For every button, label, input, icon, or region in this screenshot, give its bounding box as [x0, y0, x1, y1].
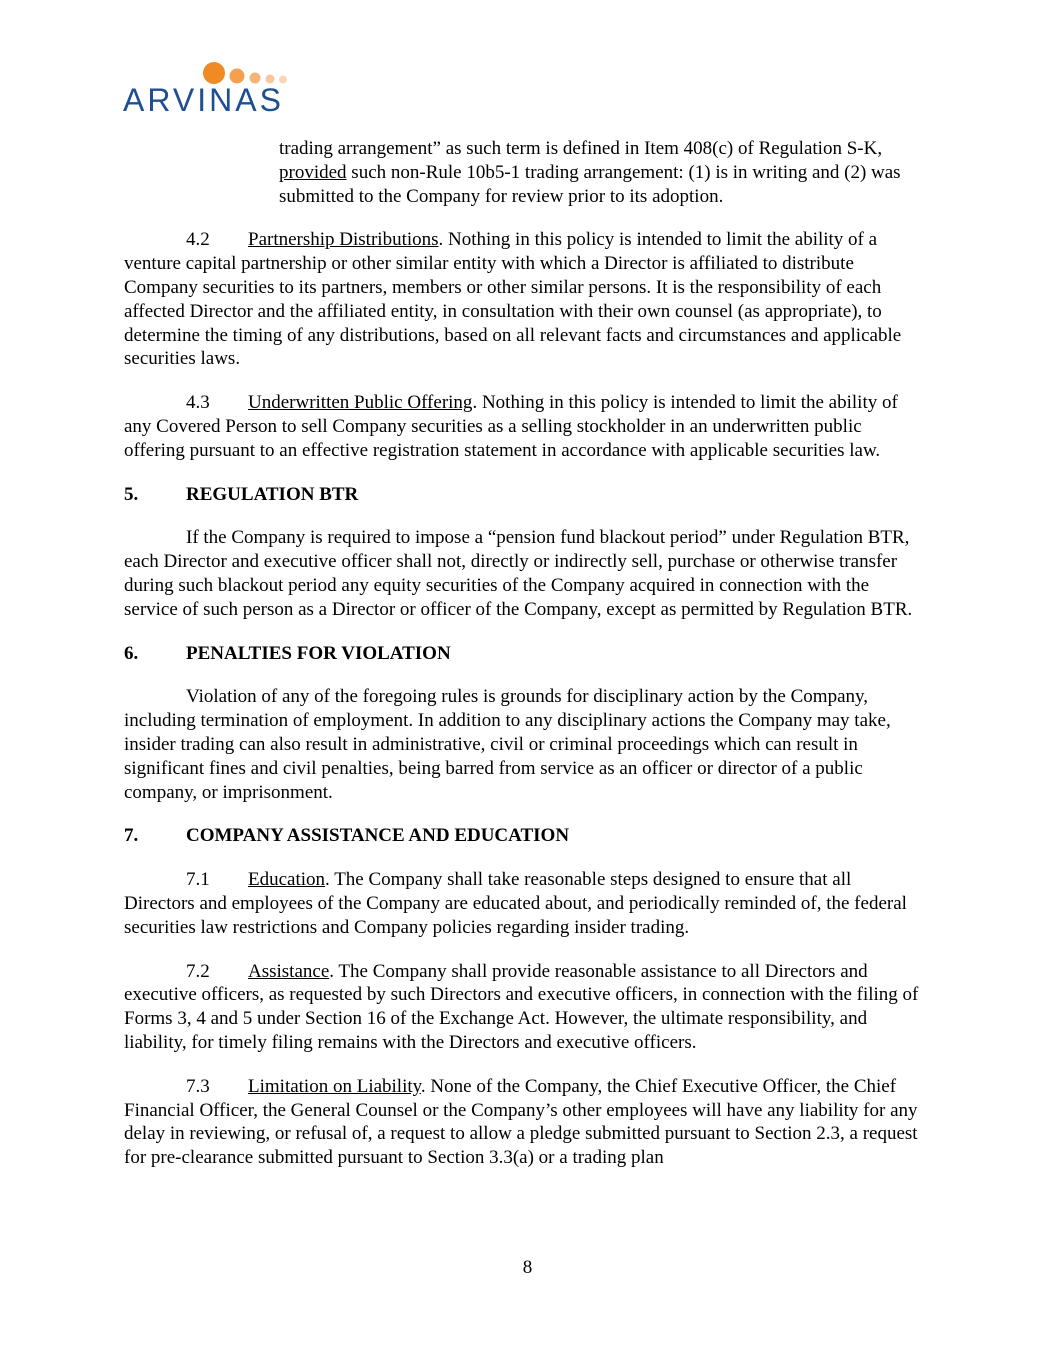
section-7-2: 7.2 Assistance. The Company shall provide reasonable assistance to all Directors and executive officers, as requested by such Directors and executive officers, in connection with the filing of Forms 3, 4 and 5 under Section 16 of the Exchange Act. However, the ultimate responsibility, and liability, for timely filing remains with the Directors and executive officers.	[124, 960, 919, 1053]
section-number: 7.3	[186, 1075, 210, 1097]
section-7-3: 7.3 Limitation on Liability. None of the Company, the Chief Executive Officer, the Chief Financial Officer, the General Counsel or the Company’s other employees will have any liability for any delay in reviewing, or refusal of, a request to allow a pledge submitted pursuant to Section 2.3, a request for pre-clearance submitted pursuant to Section 3.3(a) or a trading plan	[124, 1075, 918, 1169]
section-title: Education	[248, 869, 326, 891]
section-title: Underwritten Public Offering	[248, 392, 473, 414]
document-body	[124, 137, 924, 1190]
section-5-heading: 5. REGULATION BTR	[124, 483, 359, 505]
page-number: 8	[522, 1257, 533, 1278]
section-number: 7.2	[186, 960, 210, 982]
section-number: 7.1	[186, 869, 210, 891]
section-title: Limitation on Liability	[248, 1075, 421, 1097]
logo-text: ARVINAS	[123, 82, 284, 118]
company-logo	[123, 60, 313, 120]
section-5-body: If the Company is required to impose a “pension fund blackout period” under Regulation BTR, each Director and executive officer shall not, directly or indirectly sell, purchase or otherwise transfer during such blackout period any equity securities of the Company acquired in connection with the service of such person as a Director or officer of the Company, except as permitted by Regulation BTR.	[124, 527, 913, 620]
section-number: 4.2	[186, 229, 210, 251]
section-7-1: 7.1 Education. The Company shall take reasonable steps designed to ensure that all Directors and employees of the Company are educated about, and periodically reminded of, the federal securities law restrictions and Company policies regarding insider trading.	[124, 869, 907, 938]
section-7-heading: 7. COMPANY ASSISTANCE AND EDUCATION	[124, 825, 570, 847]
section-4-3: 4.3 Underwritten Public Offering. Nothing in this policy is intended to limit the ability of any Covered Person to sell Company securities as a selling stockholder in an underwritten public offering pursuant to an effective registration statement in accordance with applicable securities law.	[124, 392, 898, 461]
section-6-heading: 6. PENALTIES FOR VIOLATION	[124, 642, 451, 664]
section-4-2: 4.2 Partnership Distributions. Nothing in this policy is intended to limit the ability of a venture capital partnership or other similar entity with which a Director is affiliated to distribute Company securities to its partners, members or other similar persons. It is the responsibility of each affected Director and the affiliated entity, in consultation with their own counsel (as appropriate), to determine the timing of any distributions, based on all relevant facts and circumstances and applicable securities laws.	[124, 229, 902, 370]
section-title: Partnership Distributions	[248, 229, 439, 251]
section-number: 4.3	[186, 392, 210, 414]
section-6-body: Violation of any of the foregoing rules is grounds for disciplinary action by the Company, including termination of employment. In addition to any disciplinary actions the Company may take, insider trading can also result in administrative, civil or criminal proceedings which can result in significant fines and civil penalties, being barred from service as an officer or director of a public company, or imprisonment.	[124, 686, 891, 803]
continued-paragraph: trading arrangement” as such term is defined in Item 408(c) of Regulation S-K, provided such non-Rule 10b5-1 trading arrangement: (1) is in writing and (2) was submitted to the Company for review prior to its adoption.	[279, 138, 901, 207]
section-title: Assistance	[248, 960, 330, 982]
